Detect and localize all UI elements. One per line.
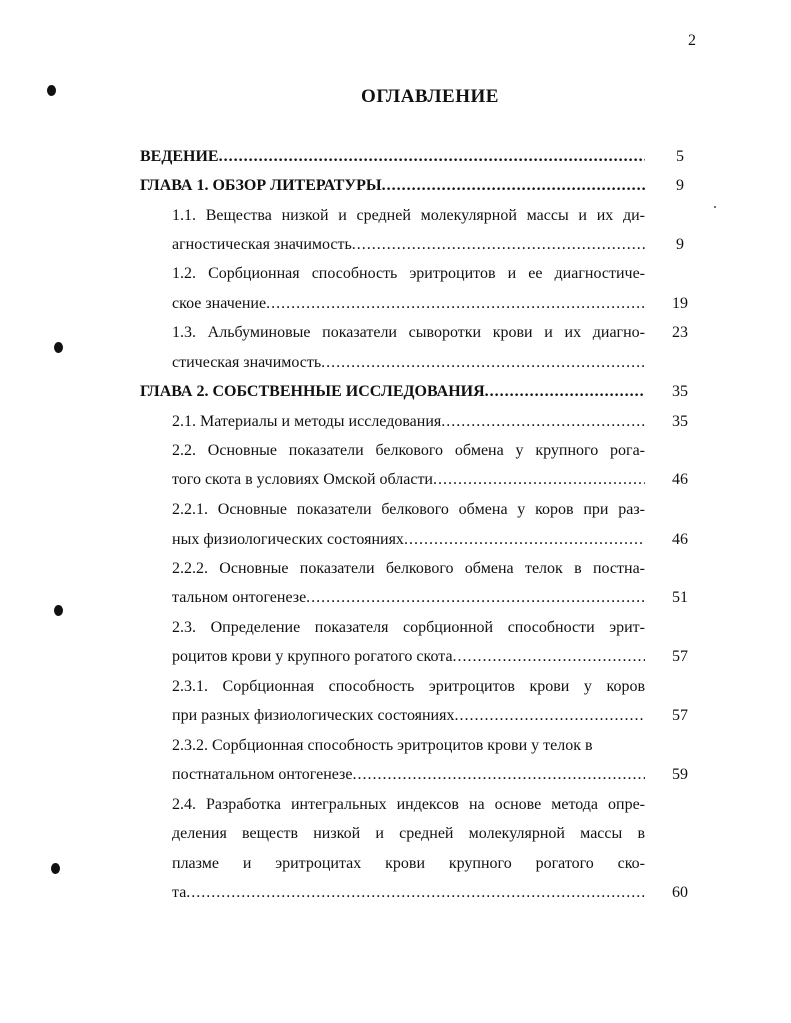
toc-entry-text: стическая значимость [172,354,322,371]
toc-entry-2-3-2-line2 [172,764,645,786]
toc-entry-2-3-2-line1: 2.3.2. Сорбционная способность эритроцитов крови у телок в [172,737,593,754]
leader-dots [453,646,645,668]
toc-page-number: 23 [672,324,688,341]
punch-hole-mark [51,863,60,874]
toc-entry-2-4-line1: 2.4. Разработка интегральных индексов на основе метода опре- [172,796,645,813]
toc-page-number: 35 [672,413,688,430]
toc-entry-2-2-line1: 2.2. Основные показатели белкового обмена у крупного рога- [172,442,645,459]
leader-dots [219,146,645,168]
page-title: ОГЛАВЛЕНИЕ [361,86,499,107]
speck-mark [714,206,716,208]
leader-dots [306,587,645,609]
toc-page-number: 57 [672,648,688,665]
toc-entry-1-3-line1: 1.3. Альбуминовые показатели сыворотки крови и их диагно- [172,324,645,341]
toc-entry-chapter-1 [140,175,645,197]
toc-entry-text: ГЛАВА 1. ОБЗОР ЛИТЕРАТУРЫ [140,177,382,194]
toc-entry-vedenie [140,146,645,168]
toc-entry-text: ГЛАВА 2. СОБСТВЕННЫЕ ИССЛЕДОВАНИЯ [140,383,485,400]
toc-entry-2-3-line2 [172,646,645,668]
leader-dots [454,705,645,727]
toc-entry-2-3-1-line2 [172,705,645,727]
toc-entry-text: та [172,884,187,901]
toc-entry-text: роцитов крови у крупного рогатого скота [172,648,453,665]
leader-dots [404,529,645,551]
toc-entry-text: ское значение [172,295,267,312]
toc-entry-2-4-line3: плазме и эритроцитах крови крупного рогатого ско- [172,855,645,872]
toc-entry-1-3-line2 [172,352,645,374]
leader-dots [352,764,645,786]
leader-dots [441,411,645,433]
toc-page-number: 35 [672,383,688,400]
leader-dots [186,882,645,904]
toc-page-number: 57 [672,707,688,724]
leader-dots [485,381,645,403]
punch-hole-mark [54,342,63,353]
leader-dots [266,293,645,315]
toc-entry-2-2-line2 [172,469,645,491]
page-number: 2 [688,32,696,49]
toc-page-number: 9 [676,177,684,194]
toc-page-number: 46 [672,471,688,488]
leader-dots [321,352,645,374]
toc-entry-text: тальном онтогенезе [172,589,307,606]
toc-page-number: 5 [676,148,684,165]
toc-entry-2-2-1-line1: 2.2.1. Основные показатели белкового обмена у коров при раз- [172,501,645,518]
toc-entry-text: 2.1. Материалы и методы исследования [172,413,442,430]
punch-hole-mark [54,605,63,616]
toc-entry-2-4-line2: деления веществ низкой и средней молекулярной массы в [172,825,645,842]
toc-entry-2-2-2-line1: 2.2.2. Основные показатели белкового обмена телок в постна- [172,560,645,577]
toc-entry-1-2-line2 [172,293,645,315]
toc-entry-1-2-line1: 1.2. Сорбционная способность эритроцитов и ее диагностиче- [172,265,645,282]
toc-entry-1-1-line2 [172,234,645,256]
toc-page-number: 19 [672,295,688,312]
toc-entry-text: ВЕДЕНИЕ [140,148,219,165]
toc-entry-2-3-line1: 2.3. Определение показателя сорбционной способности эрит- [172,619,645,636]
toc-page-number: 51 [672,589,688,606]
toc-entry-text: ных физиологических состояниях [172,531,404,548]
toc-entry-text: агностическая значимость [172,236,352,253]
toc-entry-2-1 [172,411,645,433]
toc-page-number: 59 [672,766,688,783]
toc-entry-text: того скота в условиях Омской области [172,471,433,488]
toc-entry-2-4-line4 [172,882,645,904]
leader-dots [433,469,645,491]
toc-entry-text: при разных физиологических состояниях [172,707,455,724]
toc-entry-2-2-2-line2 [172,587,645,609]
toc-entry-2-3-1-line1: 2.3.1. Сорбционная способность эритроцитов крови у коров [172,678,645,695]
leader-dots [352,234,645,256]
toc-page-number: 46 [672,531,688,548]
toc-page-number: 9 [676,236,684,253]
toc-entry-chapter-2 [140,381,645,403]
toc-page-number: 60 [672,884,688,901]
leader-dots [382,175,645,197]
toc-entry-2-2-1-line2 [172,529,645,551]
toc-entry-text: постнатальном онтогенезе [172,766,353,783]
toc-entry-1-1-line1: 1.1. Вещества низкой и средней молекулярной массы и их ди- [172,207,645,224]
